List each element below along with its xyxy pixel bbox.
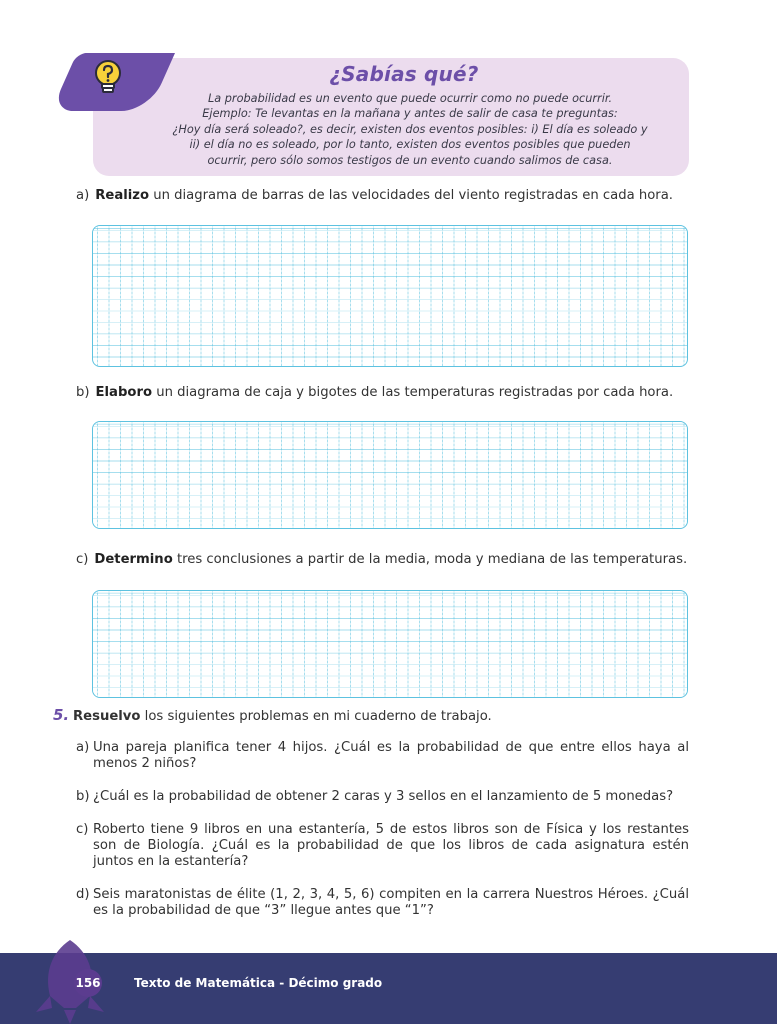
callout-title: ¿Sabías qué? xyxy=(329,62,479,86)
exercise-verb: Realizo xyxy=(95,188,150,203)
problem-letter: d) xyxy=(76,887,90,902)
callout-line: Ejemplo: Te levantas en la mañana y antes de salir de casa te preguntas: xyxy=(202,107,618,121)
exercise-letter: c) xyxy=(76,552,89,567)
problem-a xyxy=(76,740,689,772)
callout-line: ii) el día no es soleado, por lo tanto, existen dos eventos posibles que pueden xyxy=(189,138,631,152)
problem-text: Roberto tiene 9 libros en una estantería, 5 de estos libros son de Física y los restantes son de Biología. ¿Cuál es la probabilidad de que los libros de cada asignatura estén juntos en la estantería? xyxy=(93,822,689,869)
problem-c xyxy=(76,822,689,870)
callout-text xyxy=(150,91,670,168)
exercise-b xyxy=(76,385,673,400)
answer-grid-c[interactable] xyxy=(92,590,688,698)
exercise-text: un diagrama de caja y bigotes de las temperaturas registradas por cada hora. xyxy=(152,385,674,400)
section-text: los siguientes problemas en mi cuaderno de trabajo. xyxy=(140,709,492,724)
callout-line: La probabilidad es un evento que puede ocurrir como no puede ocurrir. xyxy=(207,92,613,105)
answer-grid-b[interactable] xyxy=(92,421,688,529)
exercise-text: un diagrama de barras de las velocidades del viento registradas en cada hora. xyxy=(149,188,673,203)
problem-letter: a) xyxy=(76,740,90,755)
section-verb: Resuelvo xyxy=(73,709,141,724)
problem-letter: c) xyxy=(76,822,89,837)
section-instruction xyxy=(73,709,492,724)
page-number: 156 xyxy=(74,969,102,997)
exercise-verb: Determino xyxy=(94,552,173,567)
exercise-verb: Elaboro xyxy=(95,385,153,400)
exercise-letter: a) xyxy=(76,188,90,203)
problem-text: Seis maratonistas de élite (1, 2, 3, 4, 5, 6) compiten en la carrera Nuestros Héroes. ¿Cuál es la probabilidad de que “3” llegue antes que “1”? xyxy=(93,887,689,918)
problem-text: ¿Cuál es la probabilidad de obtener 2 caras y 3 sellos en el lanzamiento de 5 monedas? xyxy=(93,789,674,804)
lightbulb-question-icon xyxy=(92,58,124,98)
page-footer xyxy=(0,953,777,1024)
callout-line: ocurrir, pero sólo somos testigos de un evento cuando salimos de casa. xyxy=(207,153,613,167)
exercise-text: tres conclusiones a partir de la media, moda y mediana de las temperaturas. xyxy=(172,552,688,567)
section-number: 5. xyxy=(53,706,70,724)
problem-letter: b) xyxy=(76,789,90,804)
answer-grid-a[interactable] xyxy=(92,225,688,367)
callout-line: ¿Hoy día será soleado?, es decir, existen dos eventos posibles: i) El día es soleado y xyxy=(172,122,648,136)
problem-text: Una pareja planifica tener 4 hijos. ¿Cuál es la probabilidad de que entre ellos haya al menos 2 niños? xyxy=(93,740,689,771)
problem-b xyxy=(76,789,689,805)
book-title: Texto de Matemática - Décimo grado xyxy=(134,976,383,990)
problem-d xyxy=(76,887,689,919)
exercise-c xyxy=(76,552,687,567)
exercise-a xyxy=(76,188,673,203)
exercise-letter: b) xyxy=(76,385,90,400)
